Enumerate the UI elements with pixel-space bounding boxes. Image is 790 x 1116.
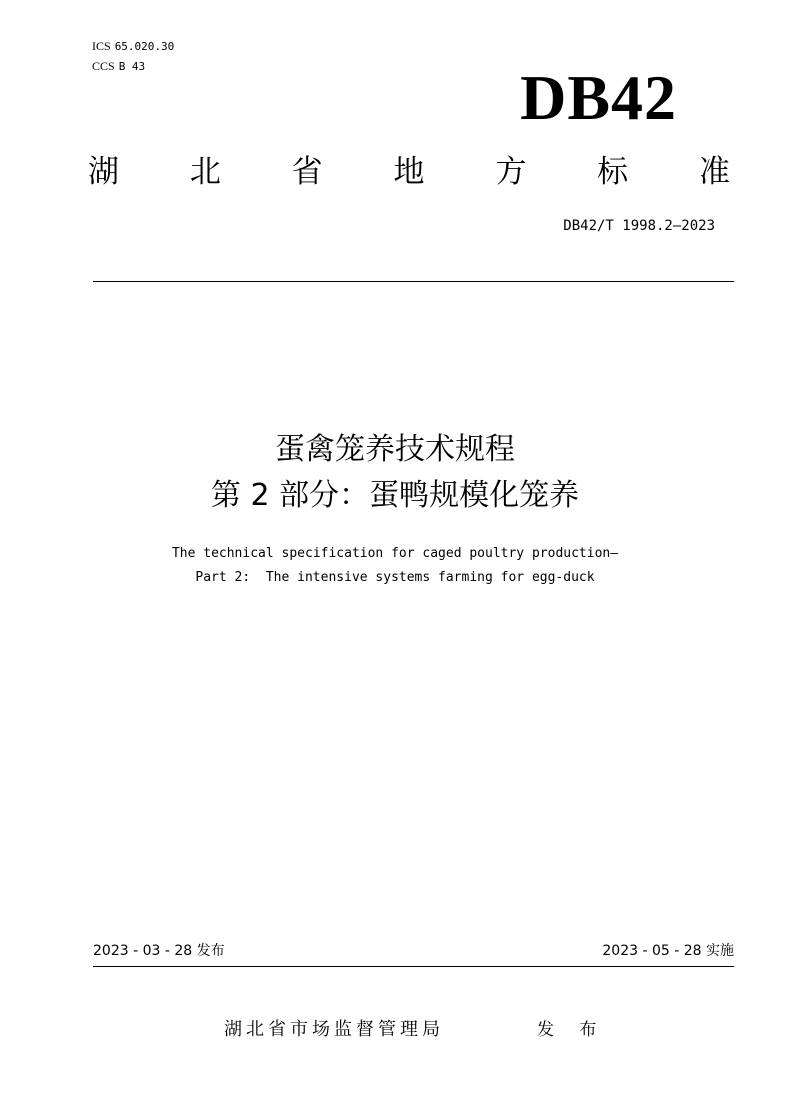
standard-number: DB42/T 1998.2—2023 [563,218,715,234]
ccs-code [92,59,145,74]
province-standard-char: 标 [597,154,629,190]
province-standard-char: 地 [393,154,425,190]
province-standard-char: 北 [189,154,221,190]
province-standard-char: 方 [495,154,527,190]
english-title: The technical specification for caged poultry production— [171,546,619,561]
ccs-label: CCS [92,59,115,73]
header-divider [93,281,734,282]
ics-value: 65.020.30 [114,40,175,53]
publisher: 湖北省市场监督管理局 [224,1019,444,1040]
document-title: 蛋禽笼养技术规程 [275,432,515,467]
province-standard-heading [88,152,730,192]
footer-divider [93,966,734,967]
english-subtitle: Part 2: The intensive systems farming for egg-duck [195,570,595,585]
standard-mark: DB42 [520,62,677,133]
ics-code [92,39,174,54]
province-standard-char: 准 [698,154,730,190]
issue-date: 2023 - 03 - 28 发布 [93,943,225,959]
ccs-value: B 43 [118,60,146,73]
implementation-date: 2023 - 05 - 28 实施 [602,943,734,959]
province-standard-char: 省 [291,154,323,190]
document-subtitle: 第 2 部分：蛋鸭规模化笼养 [210,478,580,513]
province-standard-char: 湖 [88,154,119,190]
publish-label: 发 布 [537,1020,607,1040]
ics-label: ICS [92,39,111,53]
